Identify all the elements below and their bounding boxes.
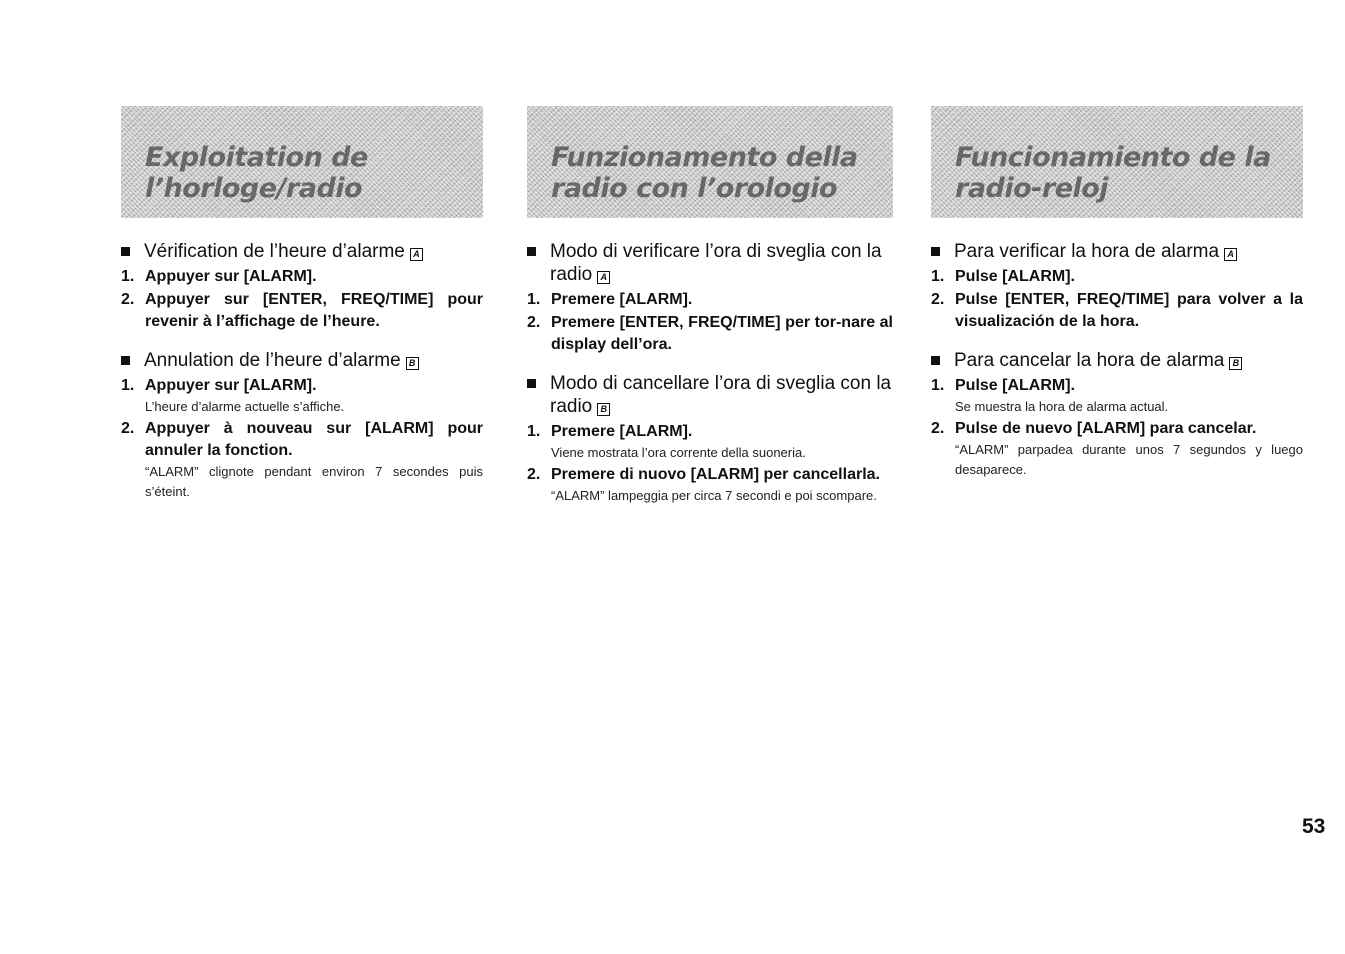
badge-a-icon: A <box>597 271 610 284</box>
step-note: L’heure d’alarme actuelle s’affiche. <box>145 399 345 414</box>
step-item <box>527 421 893 463</box>
heading-text: Para verificar la hora de alarma <box>954 241 1220 262</box>
steps-list <box>931 266 1303 333</box>
step-note: “ALARM” lampeggia per circa 7 secondi e poi scompare. <box>551 488 877 503</box>
section-cancel-alarm <box>931 349 1303 480</box>
step-item <box>931 375 1303 417</box>
badge-b-icon: B <box>597 403 610 416</box>
step-number: 1. <box>931 377 945 394</box>
step-number: 2. <box>527 314 541 331</box>
section-heading <box>121 240 483 263</box>
steps-list <box>121 375 483 502</box>
banner-title: Funzionamento della radio con l’orologio <box>551 142 858 204</box>
square-bullet-icon <box>121 247 130 256</box>
step-instruction: Premere [ALARM]. <box>551 423 693 440</box>
section-heading <box>931 240 1303 263</box>
square-bullet-icon <box>527 379 536 388</box>
badge-b-icon: B <box>406 357 419 370</box>
column-italian <box>527 106 893 506</box>
step-item <box>527 312 893 356</box>
section-cancel-alarm <box>527 372 893 506</box>
step-number: 2. <box>931 291 945 308</box>
section-check-alarm <box>931 240 1303 333</box>
step-note: “ALARM” parpadea durante unos 7 segundos y luego desaparece. <box>955 442 1303 477</box>
step-number: 1. <box>527 291 541 308</box>
step-number: 2. <box>121 420 135 437</box>
step-instruction: Premere di nuovo [ALARM] per cancellarla. <box>551 466 880 483</box>
banner-title: Funcionamiento de la radio-reloj <box>955 142 1271 204</box>
step-item <box>121 418 483 502</box>
heading-text: Modo di verificare l’ora di sveglia con la radio <box>550 241 882 285</box>
heading-text: Para cancelar la hora de alarma <box>954 350 1225 371</box>
step-item <box>121 289 483 333</box>
steps-list <box>527 289 893 356</box>
section-banner <box>121 106 483 218</box>
step-note: Viene mostrata l’ora corrente della suoneria. <box>551 445 806 460</box>
step-instruction: Appuyer à nouveau sur [ALARM] pour annuler la fonction. <box>145 420 483 459</box>
square-bullet-icon <box>931 356 940 365</box>
step-instruction: Pulse [ENTER, FREQ/TIME] para volver a la visualización de la hora. <box>955 291 1303 330</box>
heading-text: Vérification de l’heure d’alarme <box>144 241 405 262</box>
step-number: 2. <box>931 420 945 437</box>
step-instruction: Appuyer sur [ALARM]. <box>145 377 317 394</box>
step-note: Se muestra la hora de alarma actual. <box>955 399 1169 414</box>
step-instruction: Appuyer sur [ALARM]. <box>145 268 317 285</box>
step-item <box>121 375 483 417</box>
step-number: 1. <box>931 268 945 285</box>
steps-list <box>121 266 483 333</box>
banner-title: Exploitation de l’horloge/radio <box>145 142 368 204</box>
step-instruction: Pulse de nuevo [ALARM] para cancelar. <box>955 420 1257 437</box>
section-heading <box>527 240 893 286</box>
badge-a-icon: A <box>410 248 423 261</box>
step-number: 1. <box>121 377 135 394</box>
step-number: 2. <box>527 466 541 483</box>
section-heading <box>931 349 1303 372</box>
column-spanish <box>931 106 1303 480</box>
heading-text: Modo di cancellare l’ora di sveglia con la radio <box>550 373 892 417</box>
square-bullet-icon <box>121 356 130 365</box>
section-check-alarm <box>121 240 483 333</box>
step-instruction: Premere [ALARM]. <box>551 291 693 308</box>
square-bullet-icon <box>527 247 536 256</box>
step-item <box>931 418 1303 480</box>
section-banner <box>527 106 893 218</box>
square-bullet-icon <box>931 247 940 256</box>
step-instruction: Pulse [ALARM]. <box>955 268 1075 285</box>
step-note: “ALARM” clignote pendant environ 7 secondes puis s’éteint. <box>145 464 483 499</box>
step-item <box>527 289 893 311</box>
section-cancel-alarm <box>121 349 483 502</box>
step-number: 1. <box>527 423 541 440</box>
section-banner <box>931 106 1303 218</box>
badge-b-icon: B <box>1229 357 1242 370</box>
section-heading <box>121 349 483 372</box>
step-item <box>931 266 1303 288</box>
step-instruction: Premere [ENTER, FREQ/TIME] per tor-nare al display dell’ora. <box>551 314 893 353</box>
step-instruction: Appuyer sur [ENTER, FREQ/TIME] pour revenir à l’affichage de l’heure. <box>145 291 483 330</box>
section-check-alarm <box>527 240 893 356</box>
step-item <box>527 464 893 506</box>
step-number: 1. <box>121 268 135 285</box>
step-number: 2. <box>121 291 135 308</box>
step-item <box>121 266 483 288</box>
steps-list <box>931 375 1303 480</box>
steps-list <box>527 421 893 506</box>
page-number: 53 <box>1302 815 1326 838</box>
column-french <box>121 106 483 502</box>
badge-a-icon: A <box>1224 248 1237 261</box>
step-instruction: Pulse [ALARM]. <box>955 377 1075 394</box>
section-heading <box>527 372 893 418</box>
heading-text: Annulation de l’heure d’alarme <box>144 350 401 371</box>
step-item <box>931 289 1303 333</box>
